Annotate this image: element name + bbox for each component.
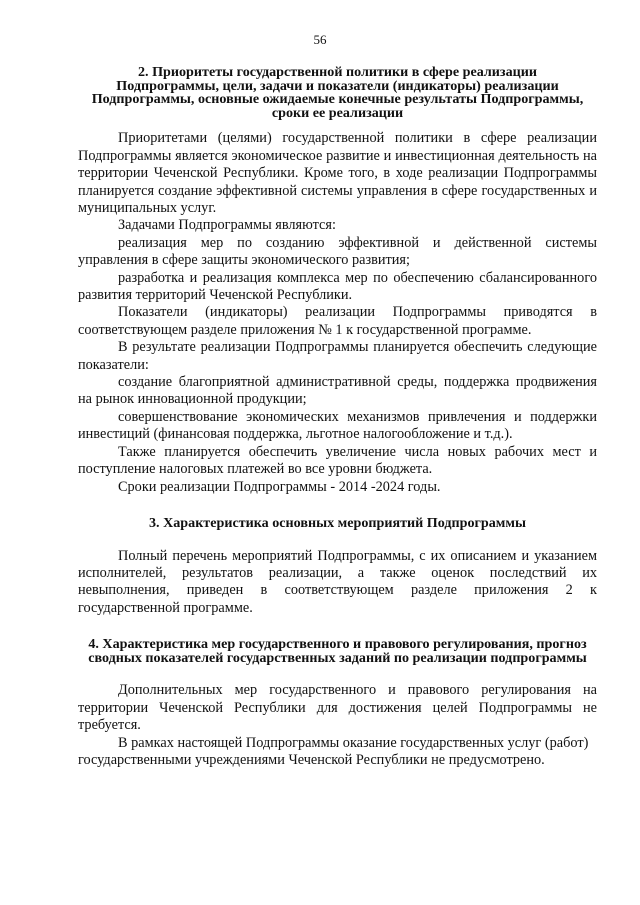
- heading-line: 4. Характеристика мер государственного и правового регулирования, прогноз: [88, 636, 587, 653]
- paragraph: В рамках настоящей Подпрограммы оказание государственных услуг (работ) государственными учреждениями Чеченской Республики не предусмотрено.: [78, 734, 589, 768]
- paragraph: реализация мер по созданию эффективной и действенной системы управления в сфере защиты экономического развития;: [78, 234, 597, 269]
- paragraph: В результате реализации Подпрограммы планируется обеспечить следующие показатели:: [78, 339, 597, 373]
- paragraph: разработка и реализация комплекса мер по обеспечению сбалансированного развития территорий Чеченской Республики.: [78, 269, 597, 304]
- heading-line: Подпрограммы, основные ожидаемые конечные результаты Подпрограммы,: [91, 91, 584, 108]
- page-number: 56: [313, 32, 327, 47]
- paragraph: совершенствование экономических механизмов привлечения и поддержки инвестиций (финансовая поддержка, льготное налогообложение и т.д.).: [78, 408, 597, 443]
- paragraph: Задачами Подпрограммы являются:: [118, 217, 336, 234]
- paragraph: Приоритетами (целями) государственной политики в сфере реализации Подпрограммы является экономическое развитие и инвестиционная деятельность на территории Чеченской Республики. Кроме того, в ходе реализации Подпрограммы планируется создание эффективной системы управления в сфере государственных и муниципальных услуг.: [78, 130, 597, 216]
- document-body: [78, 66, 597, 769]
- heading-line: сводных показателей государственных заданий по реализации подпрограммы: [88, 649, 587, 666]
- paragraph: Показатели (индикаторы) реализации Подпрограммы приводятся в соответствующем разделе приложения № 1 к государственной программе.: [78, 304, 597, 338]
- paragraph: Полный перечень мероприятий Подпрограммы, с их описанием и указанием исполнителей, результатов реализации, а также оценок последствий их невыполнения, приведен в соответствующем разделе приложения 2 к государственной программе.: [78, 547, 597, 616]
- paragraph: Сроки реализации Подпрограммы - 2014 -2024 годы.: [118, 478, 441, 495]
- heading-line: 2. Приоритеты государственной политики в сфере реализации: [138, 64, 537, 80]
- section-2-heading: [78, 66, 597, 120]
- section-3-heading: 3. Характеристика основных мероприятий Подпрограммы: [148, 514, 527, 531]
- paragraph: Также планируется обеспечить увеличение числа новых рабочих мест и поступление налоговых платежей во все уровни бюджета.: [78, 443, 597, 478]
- heading-line: сроки ее реализации: [271, 104, 404, 121]
- paragraph: Дополнительных мер государственного и правового регулирования на территории Чеченской Республики для достижения целей Подпрограммы не требуется.: [78, 682, 597, 734]
- section-4-heading: [74, 638, 601, 665]
- paragraph: создание благоприятной административной среды, поддержка продвижения на рынок инновационной продукции;: [78, 374, 597, 408]
- heading-line: Подпрограммы, цели, задачи и показатели (индикаторы) реализации: [116, 77, 559, 94]
